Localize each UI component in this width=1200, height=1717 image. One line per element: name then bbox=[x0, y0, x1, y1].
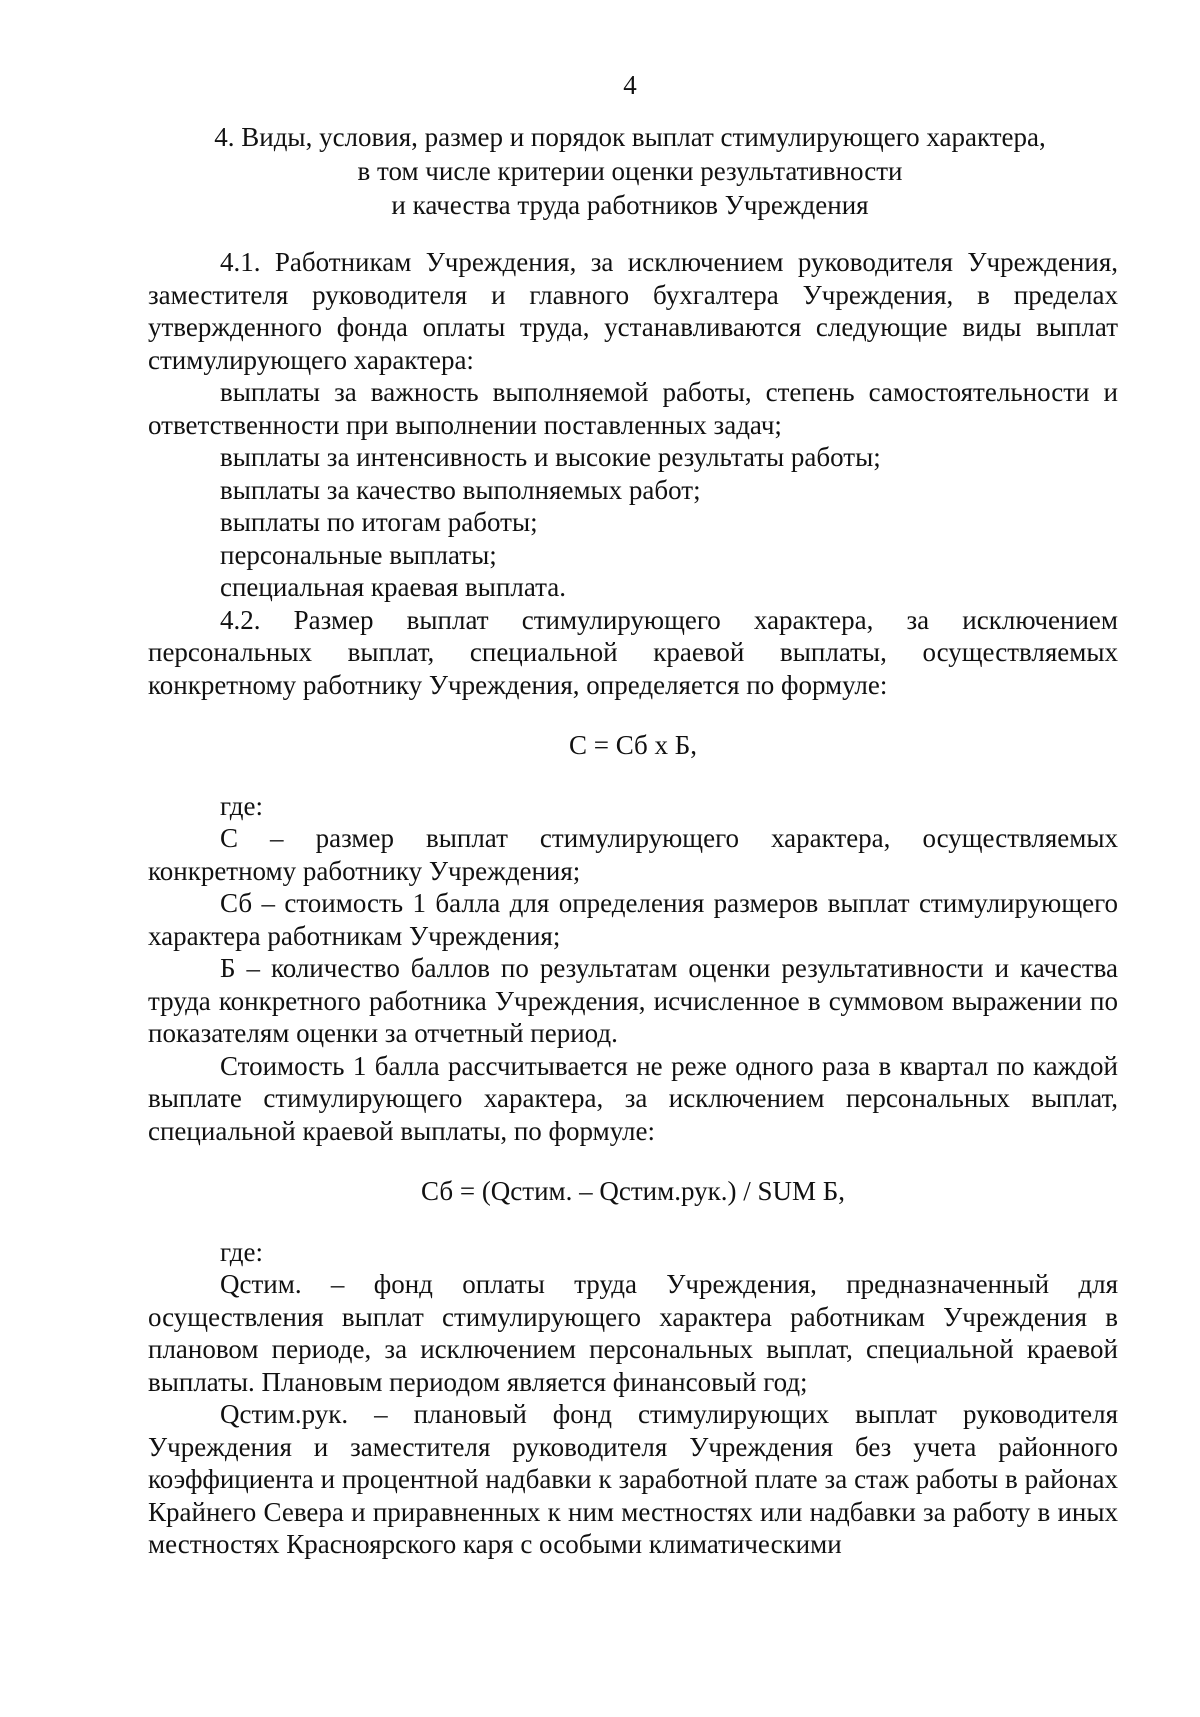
definition-sb: Сб – стоимость 1 балла для определения размеров выплат стимулирующего характера работникам Учреждения; bbox=[148, 888, 1118, 951]
definition-q: Qстим. – фонд оплаты труда Учреждения, предназначенный для осуществления выплат стимулирующего характера работникам Учреждения в плановом периоде, за исключением персональных выплат, специальной краевой выплаты. Плановым периодом является финансовый год; bbox=[148, 1269, 1118, 1397]
where-label-2: где: bbox=[220, 1236, 263, 1267]
list-item-results: выплаты по итогам работы; bbox=[220, 507, 538, 537]
definition-c: С – размер выплат стимулирующего характера, осуществляемых конкретному работнику Учреждения; bbox=[148, 823, 1118, 886]
paragraph-4-1: 4.1. Работникам Учреждения, за исключением руководителя Учреждения, заместителя руководителя и главного бухгалтера Учреждения, в пределах утвержденного фонда оплаты труда, устанавливаются следующие виды выплат стимулирующего характера: bbox=[148, 247, 1118, 375]
page-number: 4 bbox=[623, 70, 637, 100]
heading-line-2: в том числе критерии оценки результативности bbox=[357, 156, 903, 186]
where-label-1: где: bbox=[220, 790, 263, 821]
list-item-special: специальная краевая выплата. bbox=[220, 572, 567, 602]
formula-sb: Сб = (Qстим. – Qстим.рук.) / SUM Б, bbox=[421, 1176, 845, 1206]
list-item-importance: выплаты за важность выполняемой работы, степень самостоятельности и ответственности при выполнении поставленных задач; bbox=[148, 377, 1118, 440]
document-body bbox=[148, 246, 1118, 1561]
heading-line-1: 4. Виды, условия, размер и порядок выплат стимулирующего характера, bbox=[214, 122, 1046, 152]
paragraph-point-cost: Стоимость 1 балла рассчитывается не реже одного раза в квартал по каждой выплате стимулирующего характера, за исключением персональных выплат, специальной краевой выплаты, по формуле: bbox=[148, 1050, 1118, 1146]
list-item-intensity: выплаты за интенсивность и высокие результаты работы; bbox=[220, 442, 881, 472]
list-item-personal: персональные выплаты; bbox=[220, 539, 497, 570]
definition-q-ruk: Qстим.рук. – плановый фонд стимулирующих выплат руководителя Учреждения и заместителя руководителя Учреждения без учета районного коэффициента и процентной надбавки к заработной плате за стаж работы в районах Крайнего Севера и приравненных к ним местностях или надбавки за работу в иных местностях Красноярского каря с особыми климатическими bbox=[148, 1399, 1118, 1559]
list-item-quality: выплаты за качество выполняемых работ; bbox=[220, 474, 701, 505]
paragraph-4-2: 4.2. Размер выплат стимулирующего характера, за исключением персональных выплат, специальной краевой выплаты, осуществляемых конкретному работнику Учреждения, определяется по формуле: bbox=[148, 604, 1118, 700]
formula-c: С = Сб х Б, bbox=[568, 730, 698, 760]
heading-line-3: и качества труда работников Учреждения bbox=[391, 190, 869, 220]
section-heading bbox=[180, 120, 1080, 222]
definition-b: Б – количество баллов по результатам оценки результативности и качества труда конкретного работника Учреждения, исчисленное в суммовом выражении по показателям оценки за отчетный период. bbox=[148, 953, 1118, 1048]
